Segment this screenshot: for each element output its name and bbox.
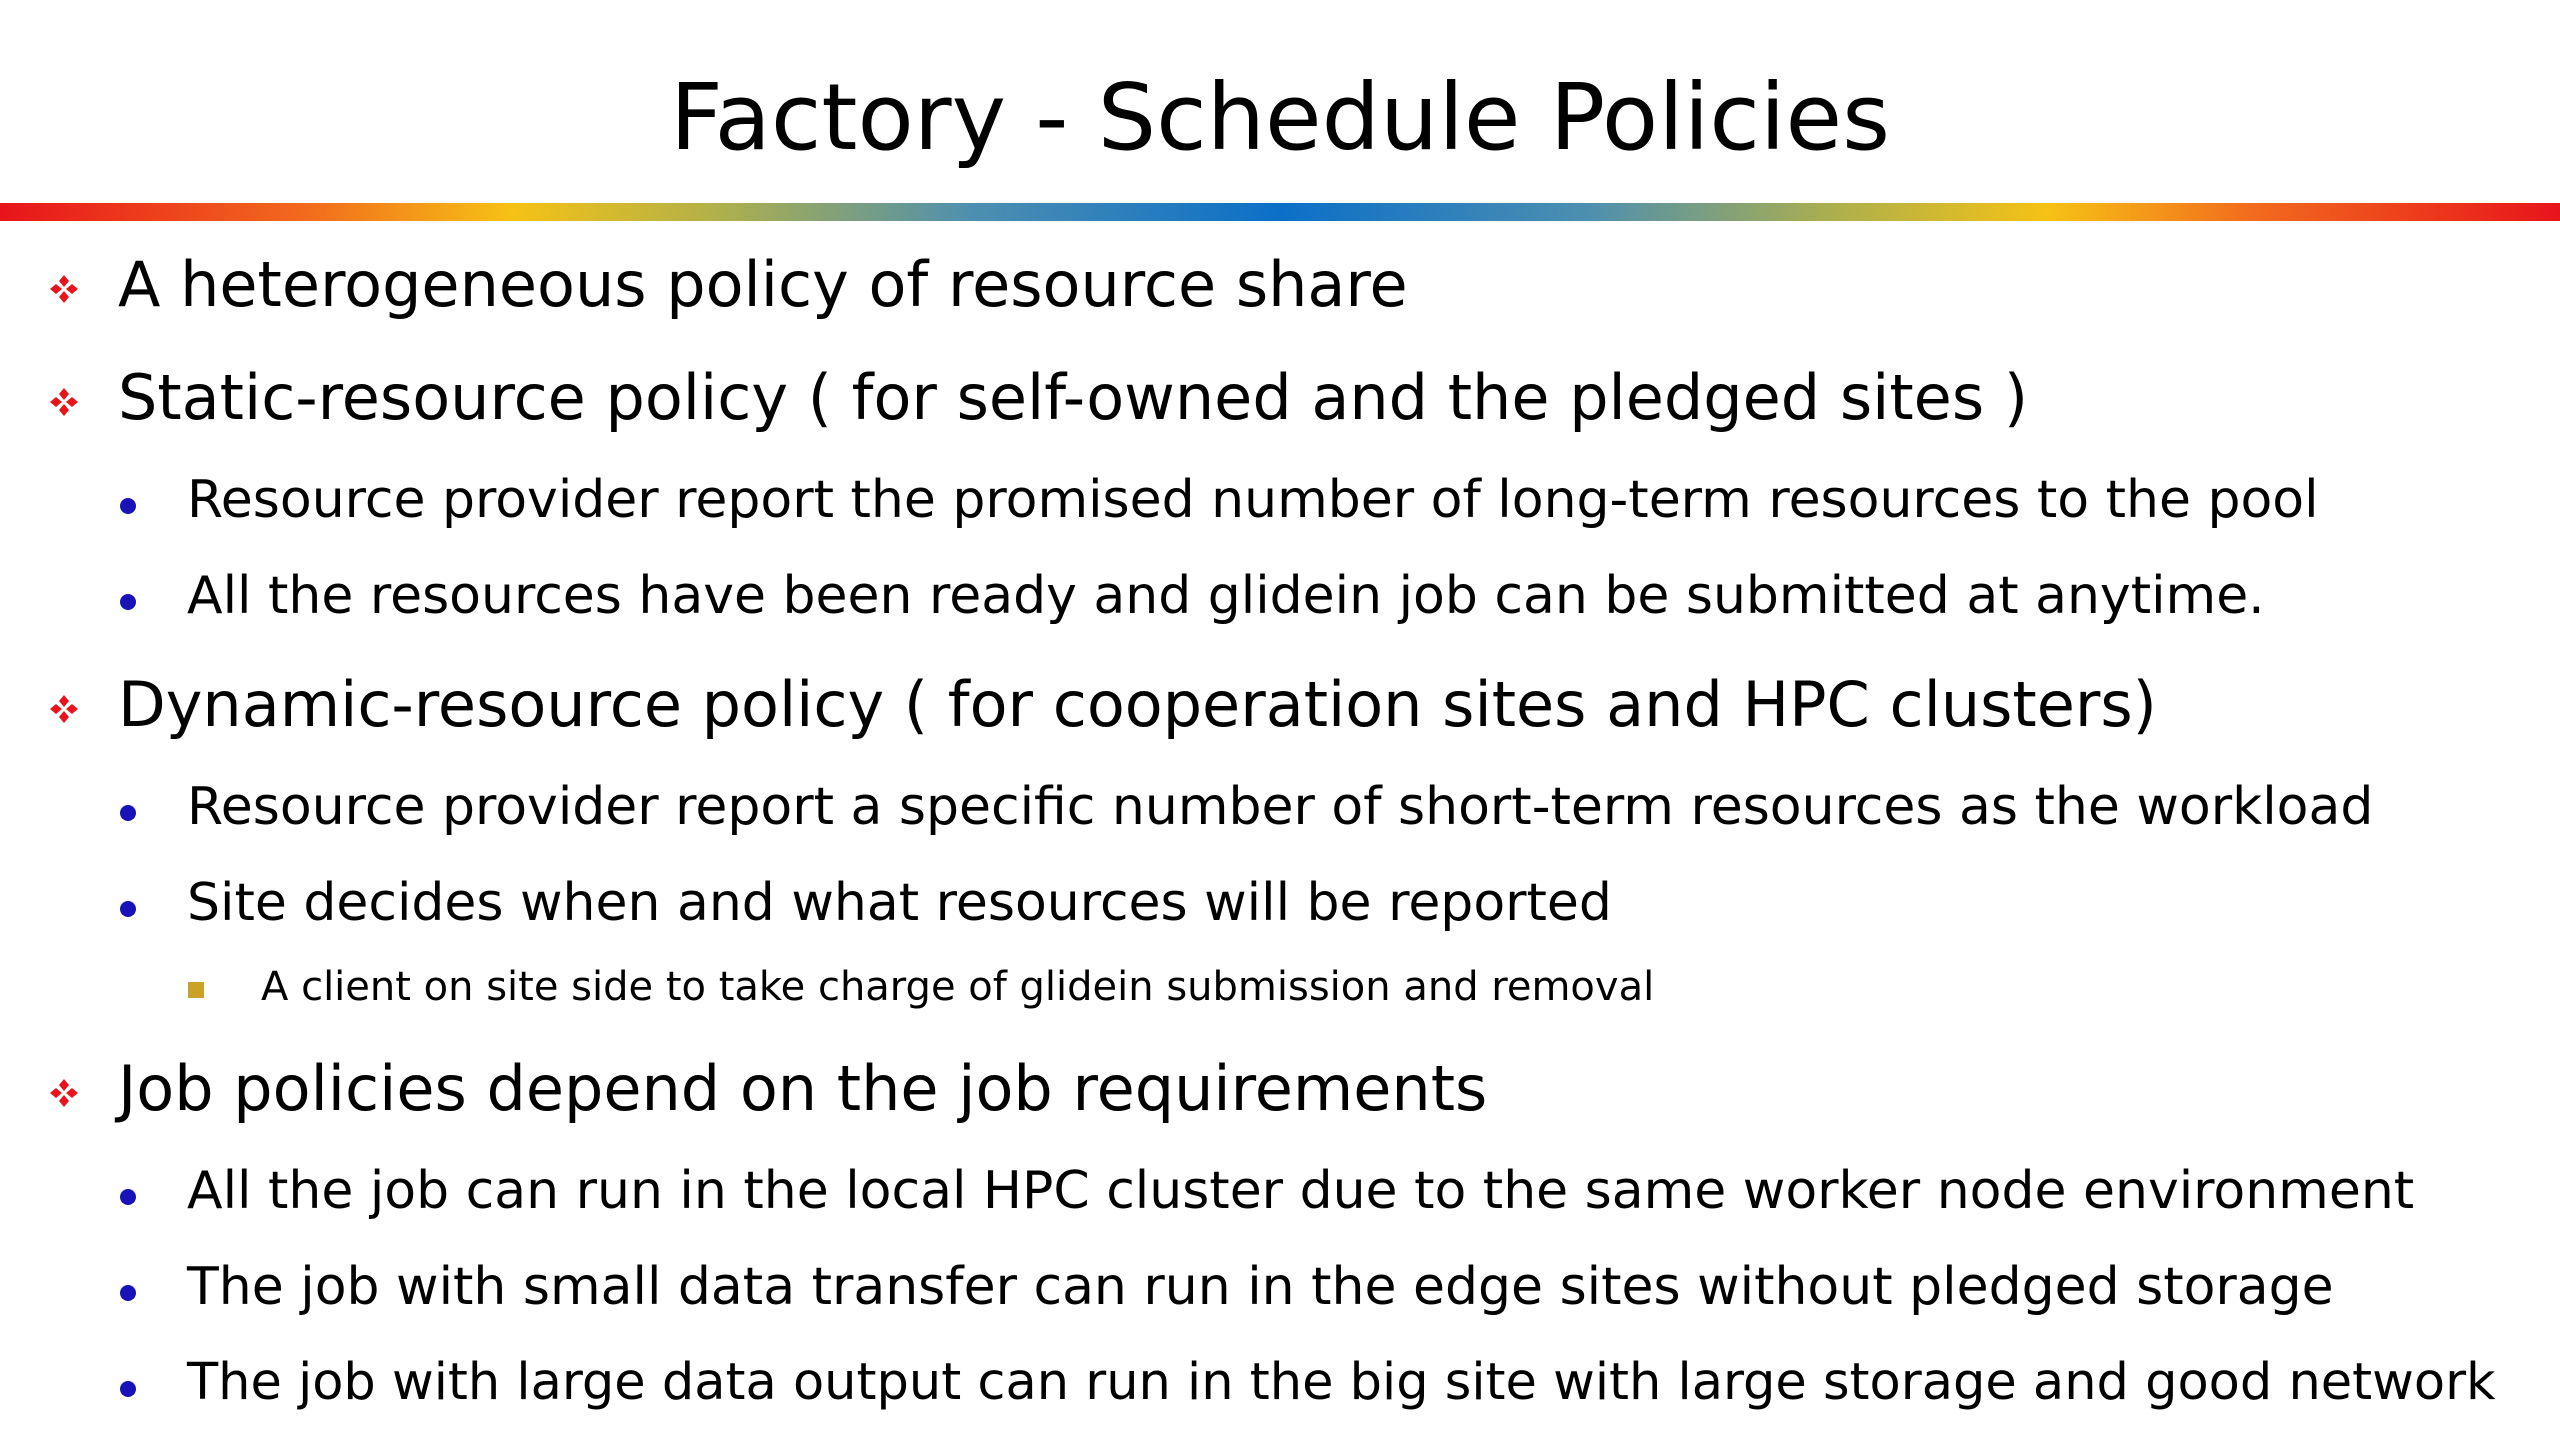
round-dot-bullet-icon	[120, 901, 136, 917]
sub-bullet-local-hpc: All the job can run in the local HPC cluster due to the same worker node environment	[187, 1161, 2415, 1221]
sub-bullet-site-decides: Site decides when and what resources will be reported	[187, 873, 1612, 933]
sub-bullet-big-site: The job with large data output can run in the big site with large storage and good network	[187, 1353, 2496, 1412]
four-diamond-bullet-icon	[48, 386, 80, 418]
four-diamond-bullet-icon	[48, 693, 80, 725]
round-dot-bullet-icon	[120, 1285, 136, 1301]
sub-bullet-static-ready: All the resources have been ready and glidein job can be submitted at anytime.	[187, 566, 2265, 626]
round-dot-bullet-icon	[120, 1189, 136, 1205]
slide-title: Factory - Schedule Policies	[669, 64, 1891, 171]
round-dot-bullet-icon	[120, 594, 136, 610]
bullet-dynamic-resource-policy: Dynamic-resource policy ( for cooperation sites and HPC clusters)	[118, 668, 2157, 741]
four-diamond-bullet-icon	[48, 1077, 80, 1109]
sub-bullet-edge-sites: The job with small data transfer can run in the edge sites without pledged storage	[187, 1257, 2334, 1317]
round-dot-bullet-icon	[120, 498, 136, 514]
sub-bullet-dynamic-report: Resource provider report a specific number of short-term resources as the workload	[187, 777, 2374, 837]
round-dot-bullet-icon	[120, 1381, 136, 1397]
square-bullet-icon	[188, 982, 204, 998]
bullet-static-resource-policy: Static-resource policy ( for self-owned and the pledged sites )	[118, 361, 2029, 434]
sub-sub-bullet-client: A client on site side to take charge of glidein submission and removal	[261, 964, 1655, 1010]
sub-bullet-static-report: Resource provider report the promised number of long-term resources to the pool	[187, 470, 2319, 530]
round-dot-bullet-icon	[120, 805, 136, 821]
four-diamond-bullet-icon	[48, 273, 80, 305]
bullet-heterogeneous-policy: A heterogeneous policy of resource share	[118, 248, 1408, 321]
bullet-job-policies: Job policies depend on the job requirements	[118, 1052, 1488, 1125]
